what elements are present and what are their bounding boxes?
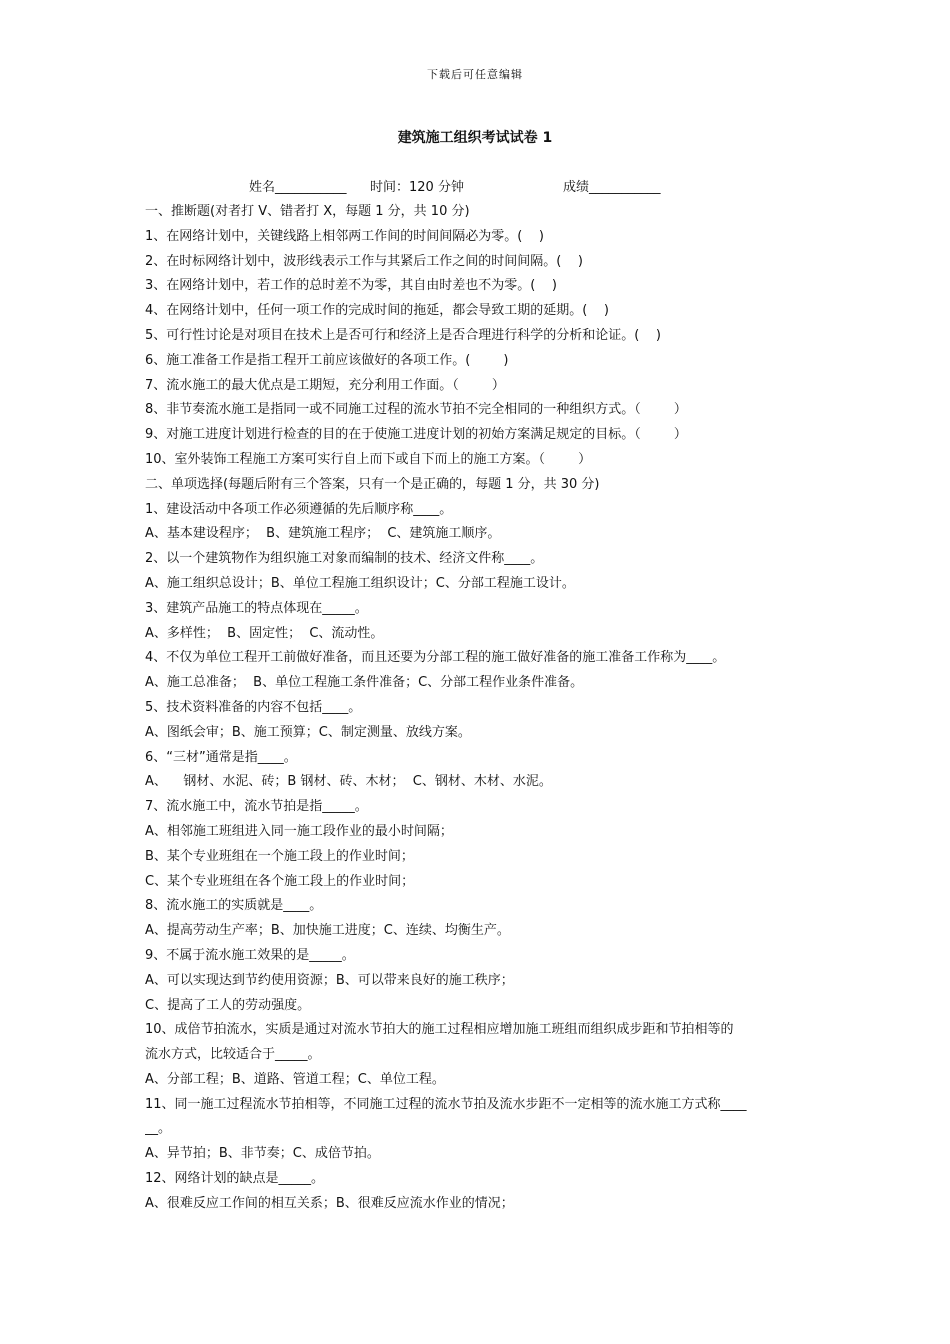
text-line: 10、成倍节拍流水，实质是通过对流水节拍大的施工过程相应增加施工班组而组织成步距和节拍相等的: [145, 1022, 734, 1038]
text-line: A、图纸会审；B、施工预算；C、制定测量、放线方案。: [145, 724, 471, 740]
text-line: 6、“三材”通常是指____。: [145, 749, 297, 765]
text-line: 9、不属于流水施工效果的是_____。: [145, 947, 355, 963]
exam-content: [145, 200, 810, 1217]
text-line: 12、网络计划的缺点是_____。: [145, 1171, 325, 1187]
time-label: 时间：120 分钟: [370, 180, 464, 195]
text-line: 8、非节奏流水施工是指同一或不同施工过程的流水节拍不完全相同的一种组织方式。（ ）: [145, 402, 687, 418]
text-line: __。: [145, 1121, 172, 1137]
text-line: 1、在网络计划中，关键线路上相邻两工作间的时间间隔必为零。( ): [145, 228, 544, 244]
name-field: 姓名___________: [249, 180, 347, 195]
text-line: 10、室外装饰工程施工方案可实行自上而下或自下而上的施工方案。（ ）: [145, 451, 592, 467]
text-line: 2、在时标网络计划中，波形线表示工作与其紧后工作之间的时间间隔。( ): [145, 253, 583, 269]
score-field: 成绩___________: [563, 180, 661, 195]
text-line: 流水方式，比较适合于_____。: [145, 1047, 321, 1063]
text-line: 3、建筑产品施工的特点体现在_____。: [145, 600, 368, 616]
text-line: 11、同一施工过程流水节拍相等，不同施工过程的流水节拍及流水步距不一定相等的流水施工方式称____: [145, 1096, 747, 1112]
text-line: 7、流水施工中，流水节拍是指_____。: [145, 799, 368, 815]
text-line: 5、可行性讨论是对项目在技术上是否可行和经济上是否合理进行科学的分析和论证。( ): [145, 327, 661, 343]
text-line: 一、推断题(对者打 V、错者打 X，每题 1 分，共 10 分): [145, 204, 470, 219]
text-line: 4、不仅为单位工程开工前做好准备，而且还要为分部工程的施工做好准备的施工准备工作称为____。: [145, 650, 726, 666]
text-line: A、 钢材、水泥、砖；B 钢材、砖、木材； C、钢材、木材、水泥。: [145, 774, 552, 790]
text-line: 3、在网络计划中，若工作的总时差不为零，其自由时差也不为零。( ): [145, 278, 557, 294]
text-line: 9、对施工进度计划进行检查的目的在于使施工进度计划的初始方案满足规定的目标。（ ）: [145, 427, 687, 443]
text-line: 7、流水施工的最大优点是工期短，充分利用工作面。（ ）: [145, 377, 505, 393]
exam-info-row: [0, 176, 950, 196]
text-line: A、异节拍；B、非节奏；C、成倍节拍。: [145, 1146, 380, 1162]
text-line: 1、建设活动中各项工作必须遵循的先后顺序称____。: [145, 501, 453, 517]
text-line: B、某个专业班组在一个施工段上的作业时间；: [145, 848, 414, 864]
text-line: A、分部工程；B、道路、管道工程；C、单位工程。: [145, 1071, 445, 1087]
text-line: A、基本建设程序； B、建筑施工程序； C、建筑施工顺序。: [145, 526, 501, 542]
text-line: 二、单项选择(每题后附有三个答案，只有一个是正确的，每题 1 分，共 30 分): [145, 476, 600, 492]
text-line: 4、在网络计划中，任何一项工作的完成时间的拖延，都会导致工期的延期。( ): [145, 303, 609, 319]
text-line: A、施工总准备； B、单位工程施工条件准备；C、分部工程作业条件准备。: [145, 675, 584, 691]
text-line: 2、以一个建筑物作为组织施工对象而编制的技术、经济文件称____。: [145, 551, 544, 567]
download-note: 下载后可任意编辑: [427, 68, 523, 81]
text-line: C、某个专业班组在各个施工段上的作业时间；: [145, 873, 415, 889]
text-line: A、多样性； B、固定性； C、流动性。: [145, 625, 384, 641]
text-line: 6、施工准备工作是指工程开工前应该做好的各项工作。( ): [145, 352, 509, 368]
exam-title: 建筑施工组织考试试卷 1: [397, 130, 553, 146]
text-line: A、施工组织总设计；B、单位工程施工组织设计；C、分部工程施工设计。: [145, 575, 575, 591]
text-line: C、提高了工人的劳动强度。: [145, 997, 311, 1013]
text-line: A、很难反应工作间的相互关系；B、很难反应流水作业的情况；: [145, 1195, 514, 1211]
text-line: A、相邻施工班组进入同一施工段作业的最小时间隔；: [145, 823, 453, 839]
text-line: A、可以实现达到节约使用资源；B、可以带来良好的施工秩序；: [145, 972, 514, 988]
text-line: A、提高劳动生产率；B、加快施工进度；C、连续、均衡生产。: [145, 923, 510, 939]
text-line: 5、技术资料准备的内容不包括____。: [145, 699, 362, 715]
text-line: 8、流水施工的实质就是____。: [145, 898, 323, 914]
